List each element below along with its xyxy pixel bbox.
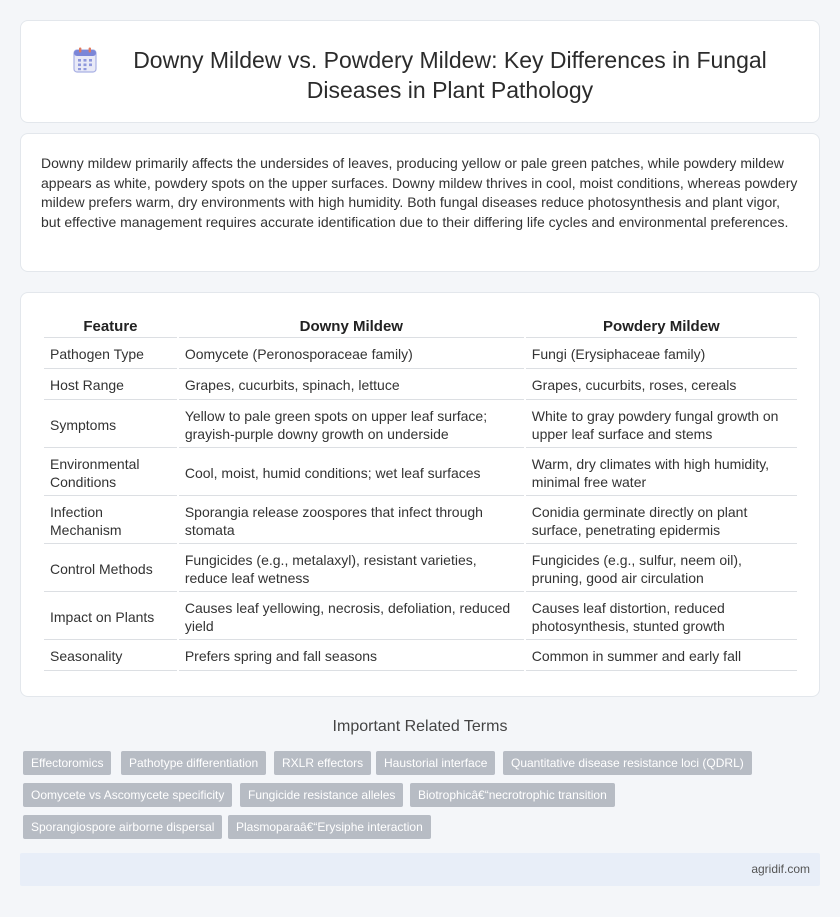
feature-cell: Symptoms	[44, 402, 177, 448]
powdery-cell: Conidia germinate directly on plant surface, penetrating epidermis	[526, 498, 797, 544]
downy-cell: Yellow to pale green spots on upper leaf surface; grayish-purple downy growth on underside	[179, 402, 524, 448]
related-term-tag[interactable]: Sporangiospore airborne dispersal	[23, 815, 222, 839]
table-row	[44, 450, 797, 496]
header-card	[20, 20, 820, 123]
calendar-icon	[73, 47, 97, 73]
feature-cell: Impact on Plants	[44, 594, 177, 640]
table-row	[44, 340, 797, 369]
powdery-cell: Warm, dry climates with high humidity, minimal free water	[526, 450, 797, 496]
related-term-tag[interactable]: Plasmoparaâ€“Erysiphe interaction	[228, 815, 431, 839]
related-term-tag[interactable]: RXLR effectors	[274, 751, 371, 775]
table-header-row	[44, 315, 797, 338]
feature-cell: Environmental Conditions	[44, 450, 177, 496]
powdery-cell: White to gray powdery fungal growth on upper leaf surface and stems	[526, 402, 797, 448]
related-terms-title: Important Related Terms	[332, 718, 508, 735]
downy-cell: Oomycete (Peronosporaceae family)	[179, 340, 524, 369]
header-downy-mildew: Downy Mildew	[179, 315, 524, 338]
related-term-tag[interactable]: Effectoromics	[23, 751, 111, 775]
related-term-tag[interactable]: Fungicide resistance alleles	[240, 783, 403, 807]
page-title: Downy Mildew vs. Powdery Mildew: Key Differences in Fungal Diseases in Plant Pathology	[133, 47, 767, 103]
table-row	[44, 371, 797, 400]
table-row	[44, 546, 797, 592]
downy-cell: Grapes, cucurbits, spinach, lettuce	[179, 371, 524, 400]
comparison-table-card	[20, 292, 820, 697]
header-powdery-mildew: Powdery Mildew	[526, 315, 797, 338]
downy-cell: Causes leaf yellowing, necrosis, defoliation, reduced yield	[179, 594, 524, 640]
footer-bar	[20, 853, 820, 886]
table-row	[44, 498, 797, 544]
intro-card	[20, 133, 820, 272]
intro-paragraph: Downy mildew primarily affects the undersides of leaves, producing yellow or pale green patches, while powdery mildew appears as white, powdery spots on the upper surfaces. Downy mildew thrives in cool, moist conditions, whereas powdery mildew prefers warm, dry environments with high humidity. Both fungal diseases reduce photosynthesis and plant vigor, but effective management requires accurate identification due to their differing life cycles and environmental preferences.	[41, 155, 798, 230]
table-row	[44, 642, 797, 671]
header-feature: Feature	[44, 315, 177, 338]
related-term-tag[interactable]: Biotrophicâ€“necrotrophic transition	[410, 783, 615, 807]
feature-cell: Seasonality	[44, 642, 177, 671]
related-term-tag[interactable]: Oomycete vs Ascomycete specificity	[23, 783, 232, 807]
feature-cell: Host Range	[44, 371, 177, 400]
powdery-cell: Causes leaf distortion, reduced photosynthesis, stunted growth	[526, 594, 797, 640]
powdery-cell: Grapes, cucurbits, roses, cereals	[526, 371, 797, 400]
related-term-tag[interactable]: Pathotype differentiation	[121, 751, 266, 775]
feature-cell: Pathogen Type	[44, 340, 177, 369]
downy-cell: Sporangia release zoospores that infect through stomata	[179, 498, 524, 544]
table-row	[44, 402, 797, 448]
powdery-cell: Fungi (Erysiphaceae family)	[526, 340, 797, 369]
downy-cell: Prefers spring and fall seasons	[179, 642, 524, 671]
powdery-cell: Common in summer and early fall	[526, 642, 797, 671]
feature-cell: Control Methods	[44, 546, 177, 592]
feature-cell: Infection Mechanism	[44, 498, 177, 544]
table-row	[44, 594, 797, 640]
comparison-table	[42, 313, 799, 673]
related-term-tag[interactable]: Haustorial interface	[376, 751, 495, 775]
downy-cell: Fungicides (e.g., metalaxyl), resistant varieties, reduce leaf wetness	[179, 546, 524, 592]
powdery-cell: Fungicides (e.g., sulfur, neem oil), pruning, good air circulation	[526, 546, 797, 592]
related-term-tag[interactable]: Quantitative disease resistance loci (QDRL)	[503, 751, 752, 775]
downy-cell: Cool, moist, humid conditions; wet leaf surfaces	[179, 450, 524, 496]
footer-site-link[interactable]: agridif.com	[751, 862, 810, 876]
